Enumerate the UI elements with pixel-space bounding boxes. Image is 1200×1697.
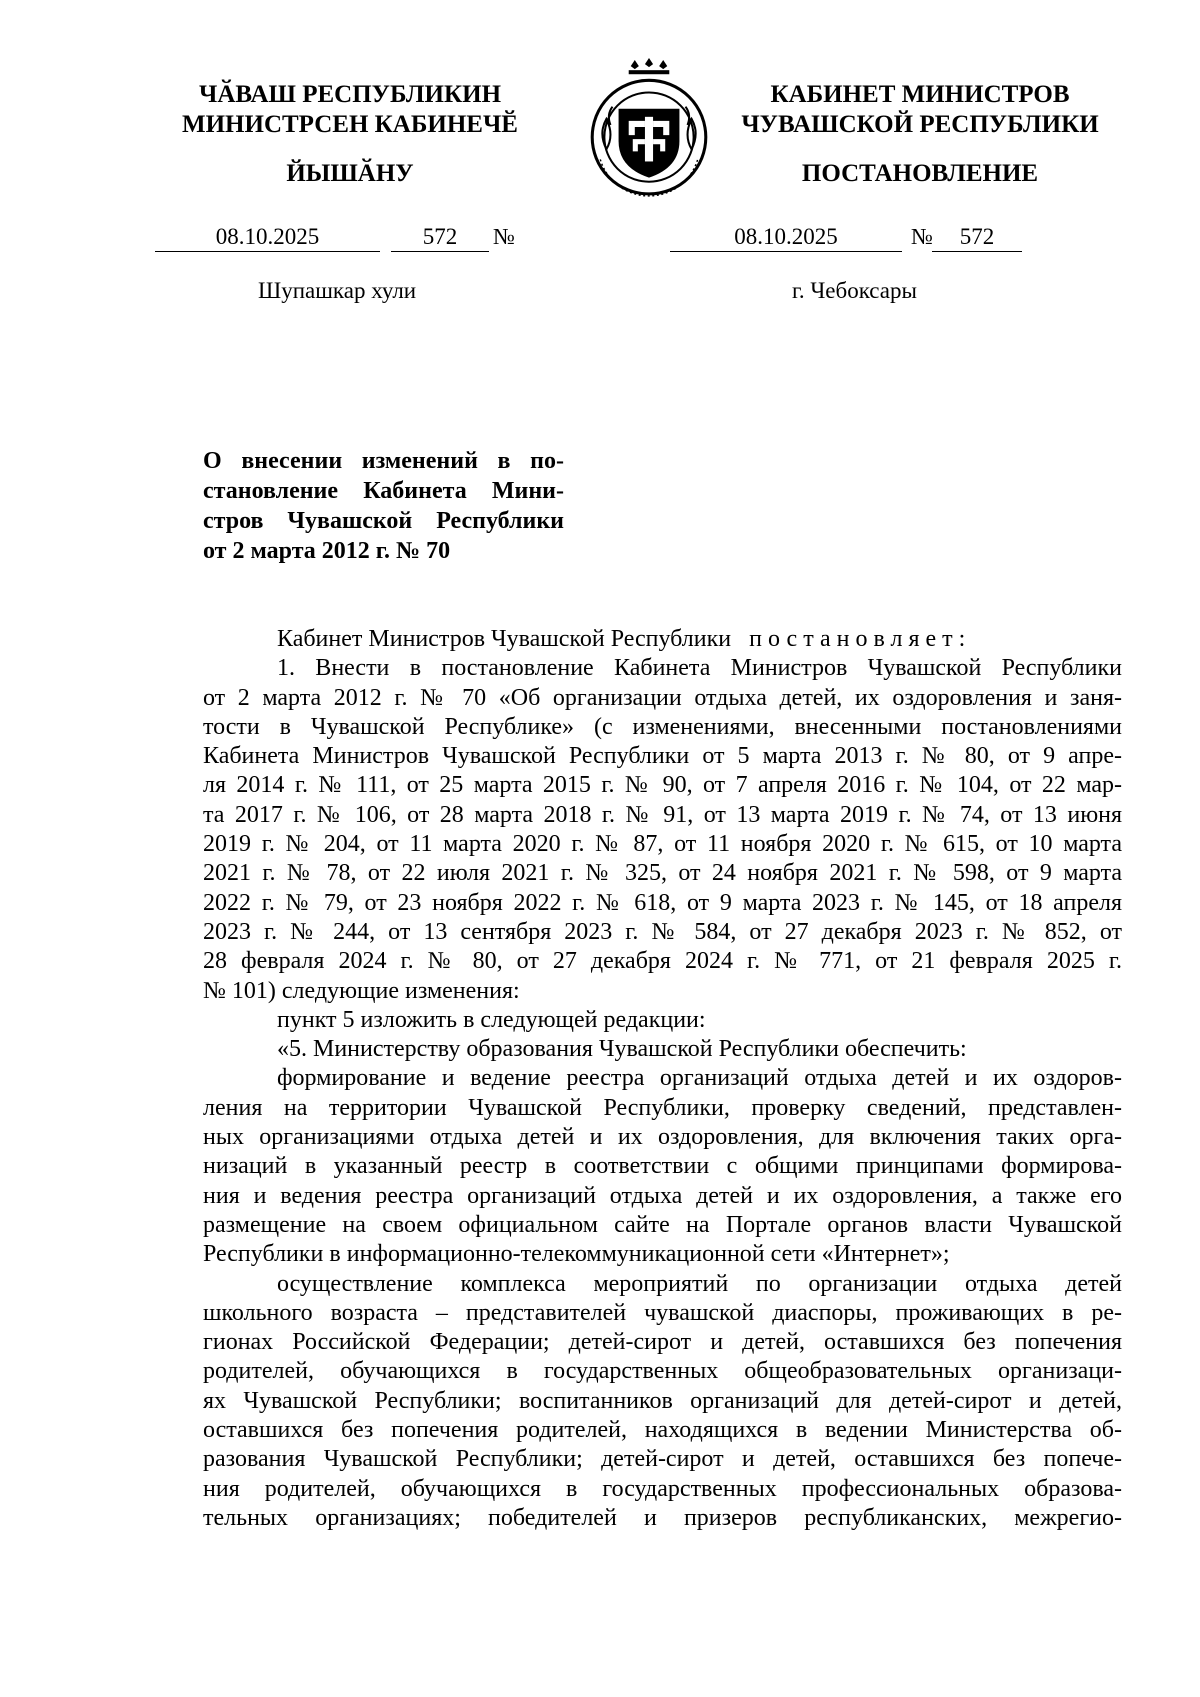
header-left-number-sign: № <box>493 224 515 249</box>
body-line: оставшихся без попечения родителей, находящихся в ведении Министерства об- <box>203 1417 1122 1444</box>
body-line: № 101) следующие изменения: <box>203 977 520 1004</box>
header-left-line2: МИНИСТРСЕН КАБИНЕЧӖ <box>182 111 518 138</box>
body-line: тости в Чувашской Республике» (с изменениями, внесенными постановлениями <box>203 713 1122 740</box>
header-left-doc-type: ЙЫШӐНУ <box>286 160 414 187</box>
body-line: Кабинета Министров Чувашской Республики от 5 марта 2013 г. № 80, от 9 апре- <box>203 743 1122 770</box>
header-left-number: 572 <box>391 223 489 252</box>
body-line: осуществление комплекса мероприятий по организации отдыха детей <box>277 1270 1122 1297</box>
header-right-city: г. Чебоксары <box>792 278 917 303</box>
header-left-city: Шупашкар хули <box>258 278 417 303</box>
body-line: 2022 г. № 79, от 23 ноября 2022 г. № 618, от 9 марта 2023 г. № 145, от 18 апреля <box>203 889 1122 916</box>
body-line: низаций в указанный реестр в соответствии с общими принципами формирова- <box>203 1153 1122 1180</box>
header-right-doc-type: ПОСТАНОВЛЕНИЕ <box>801 160 1039 187</box>
preamble-prefix: Кабинет Министров Чувашской Республики <box>277 626 732 652</box>
body-line: родителей, обучающихся в государственных общеобразовательных организаци- <box>203 1358 1122 1385</box>
body-line: ния и ведения реестра организаций отдыха детей и их оздоровления, а также его <box>203 1182 1122 1209</box>
body-line: ля 2014 г. № 111, от 25 марта 2015 г. № 90, от 7 апреля 2016 г. № 104, от 22 мар- <box>203 772 1122 799</box>
body-line: пункт 5 изложить в следующей редакции: <box>277 1006 706 1033</box>
header-left-org <box>150 80 550 140</box>
body-paragraphs <box>203 654 1122 1533</box>
body-line: размещение на своем официальном сайте на Портале органов власти Чувашской <box>203 1211 1122 1238</box>
preamble-verb: постановляет: <box>749 626 972 652</box>
body-line: Республики в информационно-телекоммуникационной сети «Интернет»; <box>203 1241 950 1268</box>
body-line: 2019 г. № 204, от 11 марта 2020 г. № 87, от 11 ноября 2020 г. № 615, от 10 марта <box>203 831 1122 858</box>
header-right-date-line <box>670 223 1030 253</box>
body-line: гионах Российской Федерации; детей-сирот и детей, оставшихся без попечения <box>203 1329 1122 1356</box>
body-line: ях Чувашской Республики; воспитанников организаций для детей-сирот и детей, <box>203 1387 1122 1414</box>
header-left-line1: ЧӐВАШ РЕСПУБЛИКИН <box>198 81 502 108</box>
body-line: школьного возраста – представителей чувашской диаспоры, проживающих в ре- <box>203 1299 1122 1326</box>
preamble <box>203 625 1122 654</box>
body-line: ления на территории Чувашской Республики, проверку сведений, представлен- <box>203 1094 1122 1121</box>
body-line: разования Чувашской Республики; детей-сирот и детей, оставшихся без попече- <box>203 1446 1122 1473</box>
document-body <box>203 625 1122 1533</box>
body-line: ных организациями отдыха детей и их оздоровления, для включения таких орга- <box>203 1124 1122 1151</box>
title-line: от 2 марта 2012 г. № 70 <box>203 538 451 564</box>
title-line: становление Кабинета Мини- <box>203 478 564 504</box>
body-line: 2021 г. № 78, от 22 июля 2021 г. № 325, от 24 ноября 2021 г. № 598, от 9 марта <box>203 860 1122 887</box>
header-left-date-line <box>155 223 515 253</box>
body-line: «5. Министерству образования Чувашской Республики обеспечить: <box>277 1036 967 1063</box>
header-right-line2: ЧУВАШСКОЙ РЕСПУБЛИКИ <box>741 111 1099 138</box>
body-line: 1. Внести в постановление Кабинета Министров Чувашской Республики <box>277 655 1122 682</box>
title-line: стров Чувашской Республики <box>203 508 564 534</box>
body-line: 2023 г. № 244, от 13 сентября 2023 г. № 584, от 27 декабря 2023 г. № 852, от <box>203 918 1122 945</box>
body-line: ния родителей, обучающихся в государственных профессиональных образова- <box>203 1475 1122 1502</box>
header-right-org <box>720 80 1120 140</box>
body-line: 28 февраля 2024 г. № 80, от 27 декабря 2024 г. № 771, от 21 февраля 2025 г. <box>203 948 1122 975</box>
body-line: та 2017 г. № 106, от 28 марта 2018 г. № 91, от 13 марта 2019 г. № 74, от 13 июня <box>203 801 1122 828</box>
header-right-number: 572 <box>932 223 1022 252</box>
coat-of-arms-icon <box>578 58 720 200</box>
header-right-date: 08.10.2025 <box>670 223 902 252</box>
document-title <box>203 446 564 566</box>
body-line: от 2 марта 2012 г. № 70 «Об организации отдыха детей, их оздоровления и заня- <box>203 684 1122 711</box>
header-right-number-sign: № <box>911 224 933 249</box>
body-line: тельных организациях; победителей и призеров республиканских, межрегио- <box>203 1504 1122 1531</box>
header-left-date: 08.10.2025 <box>155 223 380 252</box>
title-line: О внесении изменений в по- <box>203 448 564 474</box>
body-line: формирование и ведение реестра организаций отдыха детей и их оздоров- <box>277 1065 1122 1092</box>
header-right-line1: КАБИНЕТ МИНИСТРОВ <box>770 81 1070 108</box>
